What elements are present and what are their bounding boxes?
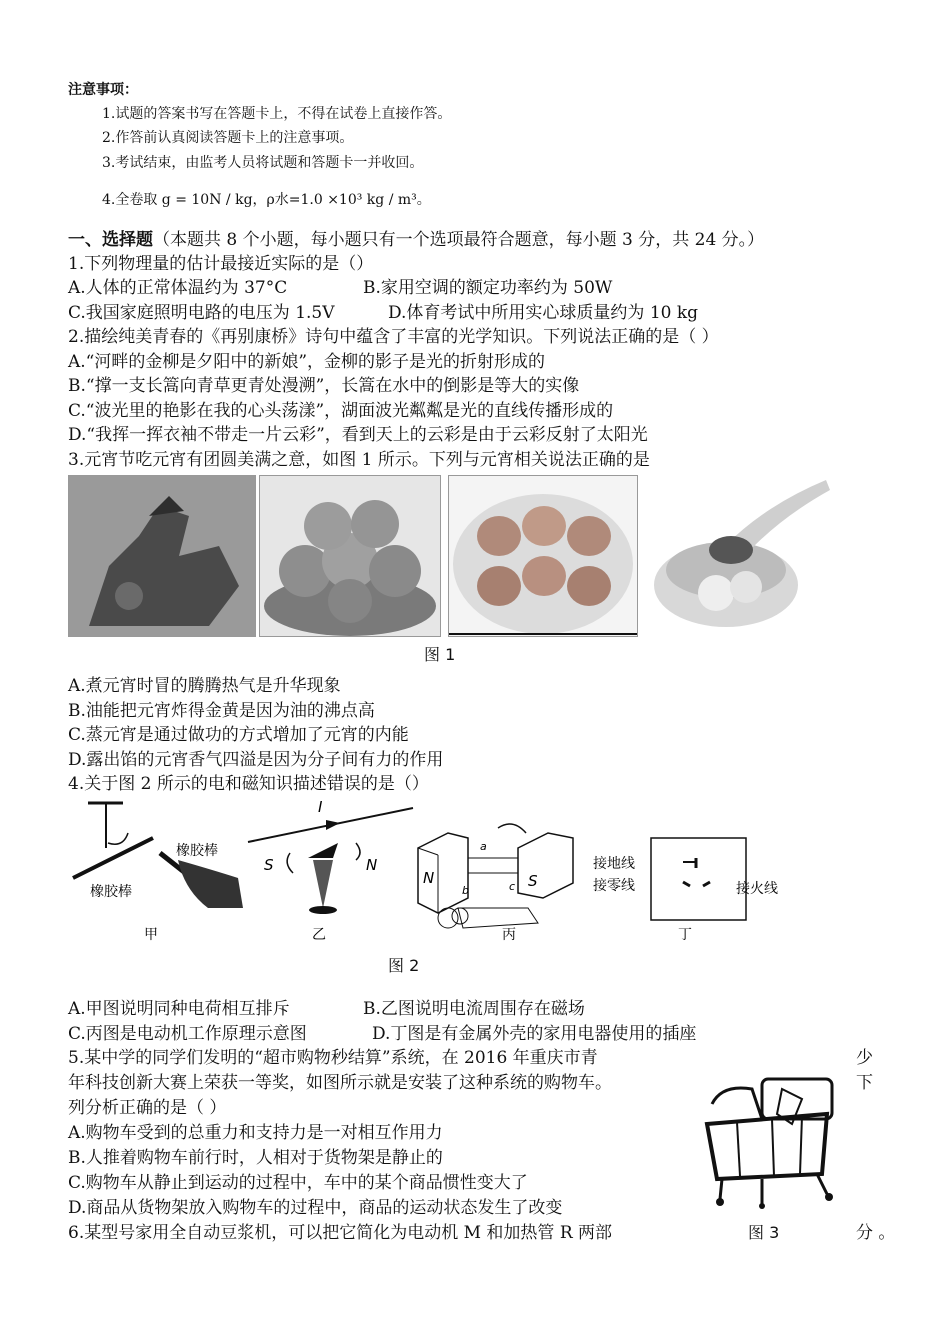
q5-stem-line-1-tail: 少 (856, 1048, 873, 1068)
figure2-ding-panel (593, 838, 778, 943)
figure1-photo-1-art (69, 476, 255, 636)
q3-stem: 3.元宵节吃元宵有团圆美满之意，如图 1 所示。下列与元宵相关说法正确的是 (68, 450, 650, 470)
q2-option-d: D.“我挥一挥衣袖不带走一片云彩”，看到天上的云彩是由于云彩反射了太阳光 (68, 425, 648, 445)
figure2-label-yi: 乙 (312, 927, 326, 943)
q1-option-c: C.我国家庭照明电路的电压为 1.5V (68, 303, 335, 323)
q2-option-c: C.“波光里的艳影在我的心头荡漾”，湖面波光粼粼是光的直线传播形成的 (68, 401, 614, 421)
figure2-n-label: N (366, 856, 378, 874)
figure2-neutral-label: 接零线 (593, 878, 635, 894)
q2-option-b: B.“撑一支长篙向青草更青处漫溯”，长篙在水中的倒影是等大的实像 (68, 376, 580, 396)
figure2-point-b: b (462, 884, 469, 897)
figure1-photo-1 (68, 475, 256, 637)
q5-option-d: D.商品从货物架放入购物车的过程中，商品的运动状态发生了改变 (68, 1198, 563, 1218)
figure3-cart-drawing (692, 1064, 842, 1209)
figure2-point-a: a (480, 840, 487, 853)
figure2-label-ding: 丁 (678, 927, 692, 943)
figure2-magnet-s: S (528, 872, 538, 890)
q4-option-a: A.甲图说明同种电荷相互排斥 (68, 999, 290, 1019)
notes-title: 注意事项： (68, 82, 138, 98)
note-item-3: 3.考试结束，由监考人员将试题和答题卡一并收回。 (102, 155, 424, 171)
q5-option-c: C.购物车从静止到运动的过程中，车中的某个商品惯性变大了 (68, 1173, 528, 1193)
figure2-diagram (68, 798, 808, 948)
section-heading (68, 228, 764, 252)
figure1-photo-3 (448, 475, 638, 637)
q4-option-b: B.乙图说明电流周围存在磁场 (363, 999, 585, 1019)
figure2-label-jia: 甲 (144, 927, 158, 943)
figure1-photo-4-art (646, 475, 830, 635)
figure2-label-bing: 丙 (502, 927, 516, 943)
figure1-photo-2 (259, 475, 441, 637)
figure2-yi-panel (248, 798, 413, 943)
q5-option-a: A.购物车受到的总重力和支持力是一对相互作用力 (68, 1123, 443, 1143)
figure2-s-label: S (264, 856, 274, 874)
figure2-rod-label-2: 橡胶棒 (176, 843, 218, 859)
q5-option-b: B.人推着购物车前行时，人相对于货物架是静止的 (68, 1148, 443, 1168)
q6-stem-tail: 分 。 (856, 1223, 896, 1243)
note-item-2: 2.作答前认真阅读答题卡上的注意事项。 (102, 130, 354, 146)
figure2-jia-panel (73, 803, 243, 943)
figure2-caption: 图 2 (388, 956, 420, 975)
q1-option-d: D.体育考试中所用实心球质量约为 10 kg (388, 303, 699, 323)
figure1-photo-4 (646, 475, 830, 635)
figure2-point-c: c (509, 880, 516, 893)
figure2-ground-label: 接地线 (593, 856, 635, 872)
q5-stem-line-1: 5.某中学的同学们发明的“超市购物秒结算”系统，在 2016 年重庆市青 (68, 1048, 598, 1068)
figure2-current-label: I (318, 798, 323, 816)
q3-option-d: D.露出馅的元宵香气四溢是因为分子间有力的作用 (68, 750, 444, 770)
q4-option-d: D.丁图是有金属外壳的家用电器使用的插座 (372, 1024, 697, 1044)
q3-option-b: B.油能把元宵炸得金黄是因为油的沸点高 (68, 701, 375, 721)
q2-option-a: A.“河畔的金柳是夕阳中的新娘”，金柳的影子是光的折射形成的 (68, 352, 546, 372)
q1-stem: 1.下列物理量的估计最接近实际的是（） (68, 254, 374, 274)
q2-stem: 2.描绘纯美青春的《再别康桥》诗句中蕴含了丰富的光学知识。下列说法正确的是（ ） (68, 327, 719, 347)
q1-option-a: A.人体的正常体温约为 37°C (68, 278, 288, 298)
q3-option-a: A.煮元宵时冒的腾腾热气是升华现象 (68, 676, 341, 696)
figure1-caption: 图 1 (424, 645, 456, 664)
figure1-photo-3-art (449, 476, 637, 636)
figure2-live-label: 接火线 (736, 881, 778, 897)
section-desc: （本题共 8 个小题，每小题只有一个选项最符合题意，每小题 3 分，共 24 分。） (153, 230, 765, 250)
figure2-magnet-n: N (423, 869, 435, 887)
q4-option-c: C.丙图是电动机工作原理示意图 (68, 1024, 307, 1044)
q4-stem: 4.关于图 2 所示的电和磁知识描述错误的是（） (68, 774, 429, 794)
q5-stem-line-2: 年科技创新大赛上荣获一等奖，如图所示就是安装了这种系统的购物车。 (68, 1073, 612, 1093)
note-item-1: 1.试题的答案书写在答题卡上，不得在试卷上直接作答。 (102, 106, 452, 122)
q1-option-b: B.家用空调的额定功率约为 50W (363, 278, 613, 298)
q3-option-c: C.蒸元宵是通过做功的方式增加了元宵的内能 (68, 725, 409, 745)
q5-stem-line-3: 列分析正确的是（ ） (68, 1098, 227, 1118)
q6-stem: 6.某型号家用全自动豆浆机，可以把它简化为电动机 M 和加热管 R 两部 (68, 1223, 613, 1243)
section-title: 一、选择题 (68, 230, 153, 250)
figure1-photo-2-art (260, 476, 440, 636)
figure2-bing-panel (418, 824, 573, 943)
q5-stem-line-2-tail: 下 (856, 1073, 873, 1093)
note-item-4: 4.全卷取 g = 10N / kg，ρ水=1.0 ×10³ kg / m³。 (102, 192, 431, 208)
figure3-caption: 图 3 (748, 1223, 780, 1242)
figure2-rod-label-1: 橡胶棒 (90, 884, 132, 900)
